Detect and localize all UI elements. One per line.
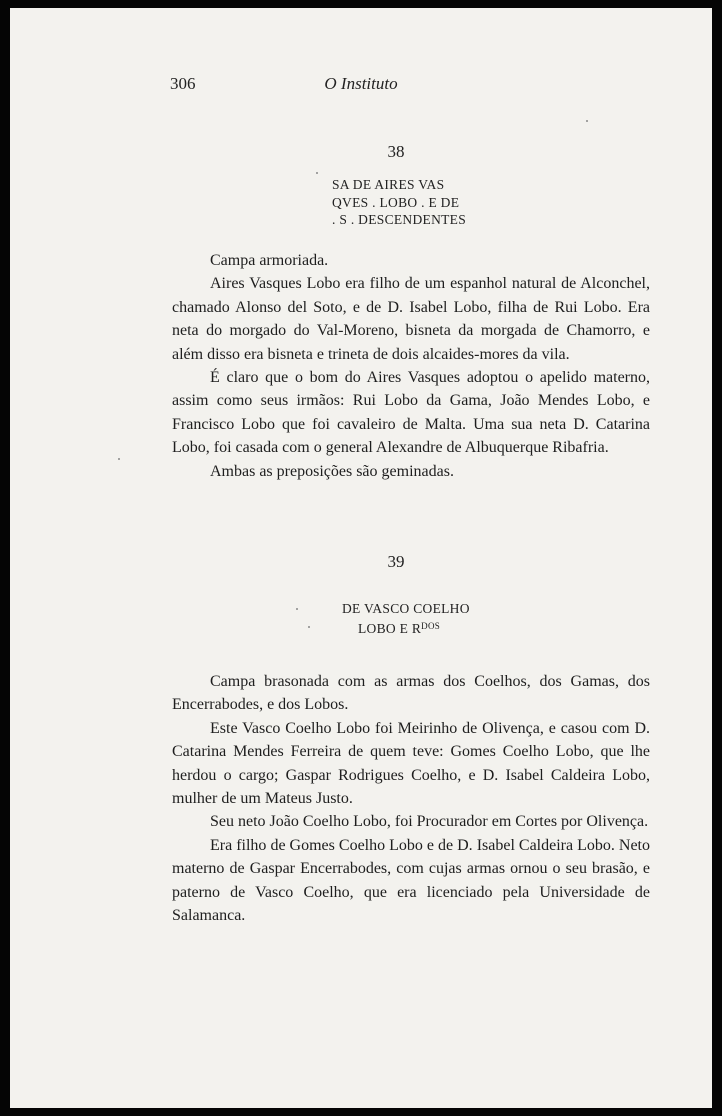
paragraph: Campa brasonada com as armas dos Coelhos, dos Gamas, dos Encerrabodes, e dos Lobos. (172, 673, 650, 714)
page-number: 306 (170, 74, 196, 93)
paragraph: Este Vasco Coelho Lobo foi Meirinho de Olivença, e casou com D. Catarina Mendes Ferreira de quem teve: Gomes Coelho Lobo, que lhe herdou o cargo; Gaspar Rodrigues Coelho, e D. Isabel Caldeira Lobo, mulher de um Mateus Justo. (172, 719, 650, 808)
scan-speck (296, 608, 298, 610)
inscription-line: QVES . LOBO . E DE (332, 194, 460, 210)
page-header (10, 74, 712, 98)
document-page (10, 8, 712, 1108)
running-title: O Instituto (324, 74, 398, 93)
section-number: 38 (387, 142, 405, 161)
section-body (172, 670, 650, 927)
inscription-line: . S . DESCENDENTES (332, 212, 467, 227)
inscription-text: LOBO E R (358, 620, 422, 636)
inscription (332, 176, 466, 229)
paragraph: É claro que o bom do Aires Vasques adoptou o apelido materno, assim como seus irmãos: Rui Lobo da Gama, João Mendes Lobo, e Francisco Lobo que foi cavaleiro de Malta. Uma sua neta D. Catarina Lobo, foi casada com o general Alexandre de Albuquerque Ribafria. (172, 369, 650, 457)
scan-speck (316, 172, 318, 174)
paragraph: Era filho de Gomes Coelho Lobo e de D. Isabel Caldeira Lobo. Neto materno de Gaspar Encerrabodes, com cujas armas ornou o seu brasão, e paterno de Vasco Coelho, que era licenciado pela Universidade de Salamanca. (172, 836, 650, 925)
section-body (172, 249, 650, 483)
paragraph: Campa armoriada. (210, 252, 329, 269)
scan-speck (308, 626, 310, 628)
scan-speck (586, 120, 588, 122)
paragraph: Aires Vasques Lobo era filho de um espanhol natural de Alconchel, chamado Alonso del Soto, e de D. Isabel Lobo, filha de Rui Lobo. Era neta do morgado do Val-Moreno, bisneta da morgada de Chamorro, e além disso era bisneta e trineta de dois alcaides-mores da vila. (172, 275, 650, 363)
inscription (342, 600, 470, 637)
inscription-superscript: DOS (421, 620, 441, 631)
section-number: 39 (387, 552, 405, 571)
inscription-line: SA DE AIRES VAS (332, 177, 445, 192)
paragraph: Seu neto João Coelho Lobo, foi Procurador em Cortes por Olivença. (210, 813, 649, 831)
inscription-line: DE VASCO COELHO (342, 601, 470, 616)
scan-speck (118, 458, 120, 460)
inscription-line (342, 618, 470, 638)
paragraph: Ambas as preposições são geminadas. (210, 462, 454, 480)
